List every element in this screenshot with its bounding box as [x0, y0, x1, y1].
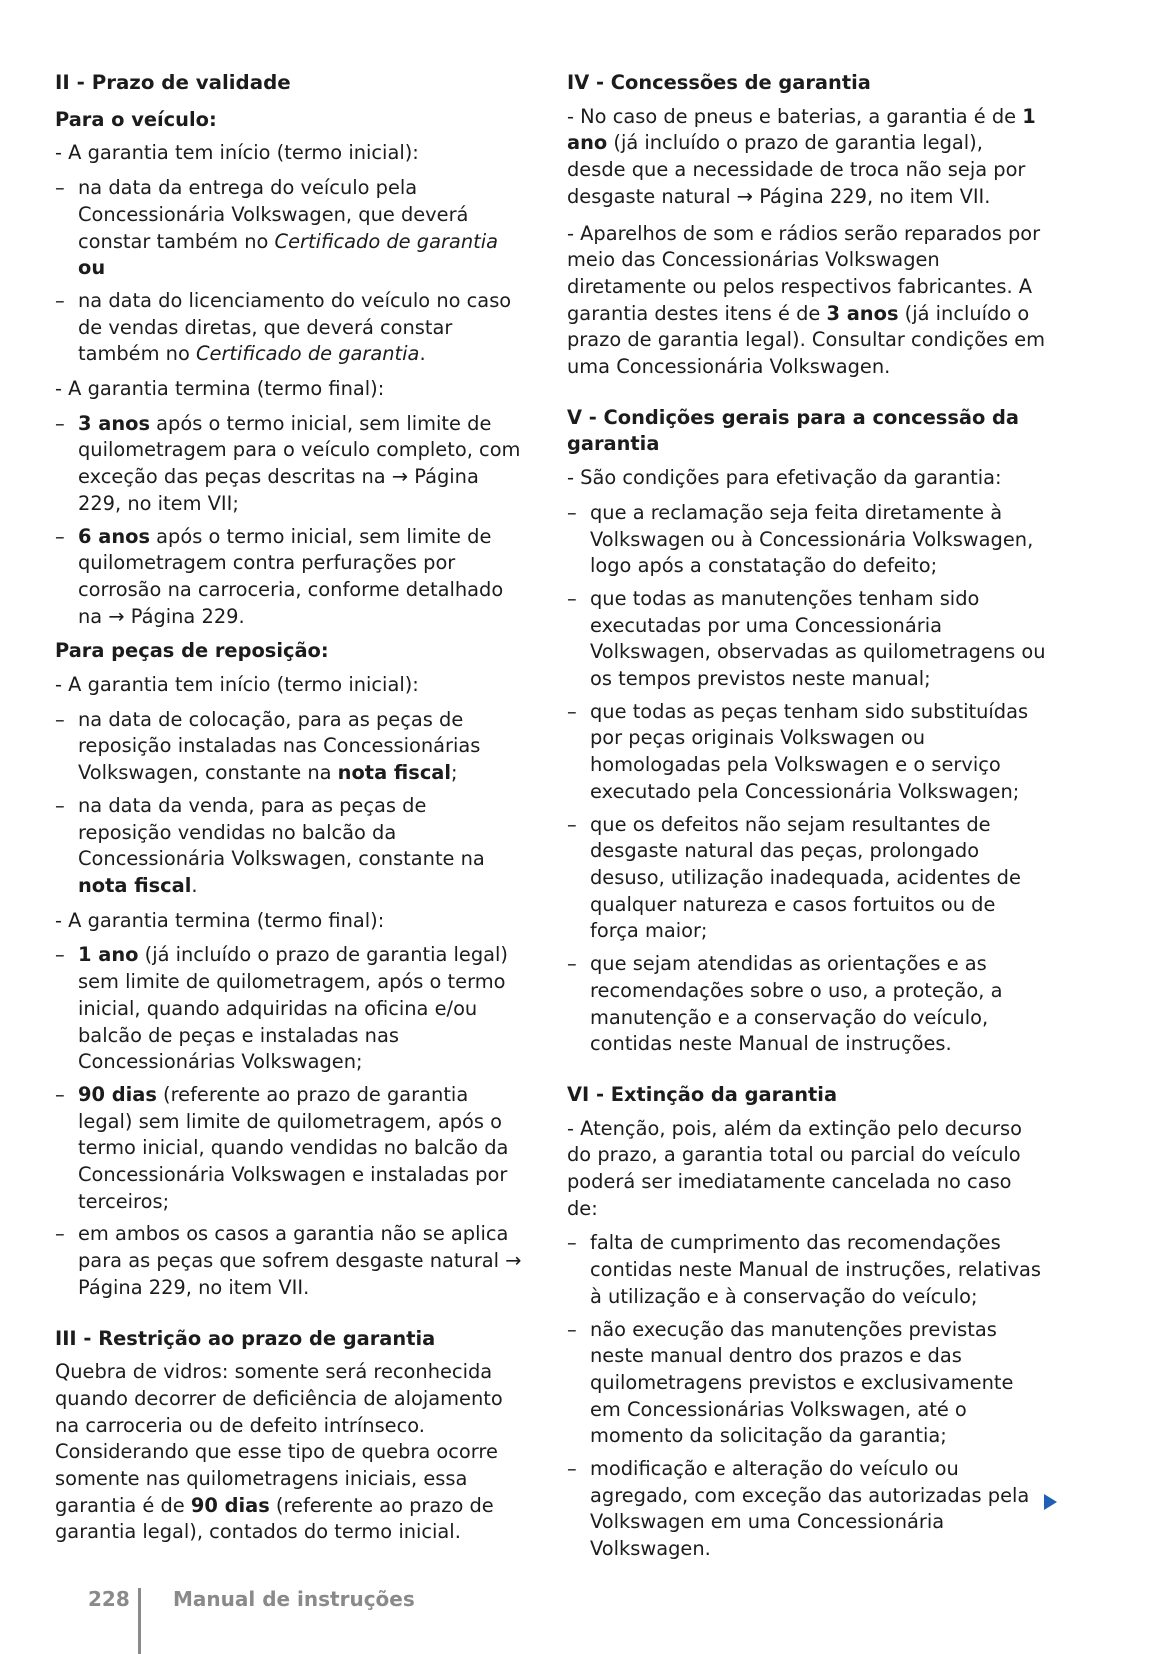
footer-divider [138, 1588, 141, 1654]
list-item: – na data do licenciamento do veículo no caso de vendas diretas, que deverá constar também no Certificado de garantia. [55, 288, 512, 366]
list-item: – não execução das manutenções previstas neste manual dentro dos prazos e das quilometragens previstos e exclusivamente em Concessionárias Volkswagen, até o momento da solicitação da garantia; [567, 1317, 1014, 1448]
left-column [55, 70, 525, 1554]
list-item: – na data da venda, para as peças de reposição vendidas no balcão da Concessionária Volkswagen, constante na nota fiscal. [55, 793, 485, 897]
right-column [567, 70, 1047, 1571]
list-item: – 3 anos após o termo inicial, sem limite de quilometragem para o veículo completo, com exceção das peças descritas na → Página 229, no item VII; [55, 411, 521, 515]
paragraph-condicoes-intro: - São condições para efetivação da garantia: [567, 466, 1002, 490]
list-veh-end [55, 411, 525, 631]
list-item: – que todas as manutenções tenham sido executadas por uma Concessionária Volkswagen, observadas as quilometragens ou os tempos previstos neste manual; [567, 586, 1046, 691]
footer-title: Manual de instruções [173, 1587, 415, 1611]
paragraph-restricao: Quebra de vidros: somente será reconhecida quando decorrer de deficiência de alojamento na carroceria ou de defeito intrínseco. Considerando que esse tipo de quebra ocorre somente nas quilometragens iniciais, essa garantia é de 90 dias (referente ao prazo de garantia legal), contados do termo inicial. [55, 1360, 503, 1544]
list-item: – falta de cumprimento das recomendações contidas neste Manual de instruções, relativas à utilização e à conservação do veículo; [567, 1231, 1042, 1308]
paragraph-parts-start: - A garantia tem início (termo inicial): [55, 673, 419, 697]
paragraph-veh-end: - A garantia termina (termo final): [55, 377, 385, 401]
section-title-concessoes: IV - Concessões de garantia [567, 71, 871, 94]
section-title-restricao: III - Restrição ao prazo de garantia [55, 1326, 436, 1350]
section-title-prazo: II - Prazo de validade [55, 71, 291, 94]
list-item: – 6 anos após o termo inicial, sem limite de quilometragem contra perfurações por corrosão na carroceria, conforme detalhado na → Página 229. [55, 524, 504, 628]
list-item: – que os defeitos não sejam resultantes de desgaste natural das peças, prolongado desuso, utilização inadequada, acidentes de qualquer natureza e casos fortuitos ou de força maior; [567, 812, 1021, 943]
list-item: – 1 ano (já incluído o prazo de garantia legal) sem limite de quilometragem, após o termo inicial, quando adquiridas na oficina e/ou balcão de peças e instaladas nas Concessionárias Volkswagen; [55, 943, 508, 1074]
section-title-extincao: VI - Extinção da garantia [567, 1082, 838, 1106]
list-item: – em ambos os casos a garantia não se aplica para as peças que sofrem desgaste natural → Página 229, no item VII. [55, 1222, 522, 1299]
list-condicoes [567, 500, 1047, 1058]
paragraph-parts-end: - A garantia termina (termo final): [55, 908, 385, 932]
page-number: 228 [88, 1587, 130, 1611]
section-title-condicoes: V - Condições gerais para a concessão da garantia [567, 405, 1019, 456]
list-veh-start [55, 175, 525, 368]
list-item: – na data de colocação, para as peças de reposição instaladas nas Concessionárias Volkswagen, constante na nota fiscal; [55, 707, 481, 785]
list-item: – que todas as peças tenham sido substituídas por peças originais Volkswagen ou homologadas pela Volkswagen e o serviço executado pela Concessionária Volkswagen; [567, 699, 1029, 803]
subheading-pecas: Para peças de reposição: [55, 639, 329, 663]
list-extincao [567, 1230, 1047, 1562]
paragraph-veh-start: - A garantia tem início (termo inicial): [55, 141, 419, 165]
paragraph-pneus: - No caso de pneus e baterias, a garantia é de 1 ano (já incluído o prazo de garantia legal), desde que a necessidade de troca não seja por desgaste natural → Página 229, no item VII. [567, 104, 1036, 208]
list-item: – que a reclamação seja feita diretamente à Volkswagen ou à Concessionária Volkswagen, logo após a constatação do defeito; [567, 500, 1034, 578]
arrow-right-icon [1044, 1494, 1057, 1510]
list-parts-end [55, 942, 525, 1301]
list-item: – 90 dias (referente ao prazo de garantia legal) sem limite de quilometragem, após o termo inicial, quando vendidas no balcão da Concessionária Volkswagen e instaladas por terceiros; [55, 1082, 509, 1213]
paragraph-som: - Aparelhos de som e rádios serão reparados por meio das Concessionárias Volkswagen diretamente ou pelos respectivos fabricantes. A garantia destes itens é de 3 anos (já incluído o prazo de garantia legal). Consultar condições em uma Concessionária Volkswagen. [567, 221, 1046, 379]
list-item: – que sejam atendidas as orientações e as recomendações sobre o uso, a proteção, a manutenção e a conservação do veículo, contidas neste Manual de instruções. [567, 952, 1003, 1056]
subheading-veiculo: Para o veículo: [55, 107, 217, 131]
list-item: – modificação e alteração do veículo ou agregado, com exceção das autorizadas pela Volkswagen em uma Concessionária Volkswagen. [567, 1457, 1030, 1561]
list-item: – na data da entrega do veículo pela Concessionária Volkswagen, que deverá constar também no Certificado de garantia ou [55, 176, 498, 280]
list-parts-start [55, 707, 525, 900]
paragraph-extincao-intro: - Atenção, pois, além da extinção pelo decurso do prazo, a garantia total ou parcial do veículo poderá ser imediatamente cancelada no caso de: [567, 1116, 1022, 1220]
